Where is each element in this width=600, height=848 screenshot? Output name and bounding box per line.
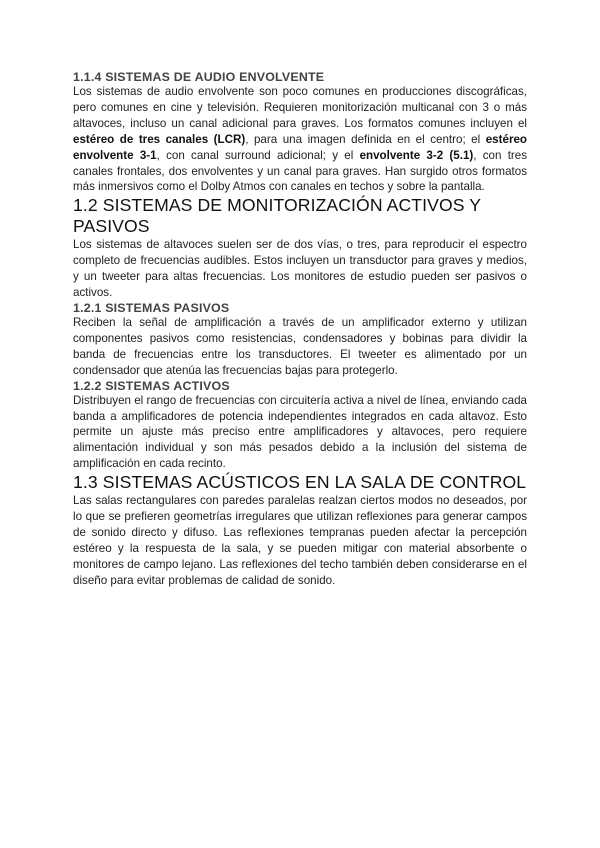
heading-1-2-2: 1.2.2 SISTEMAS ACTIVOS: [73, 378, 230, 393]
paragraph-monitoring-systems: Los sistemas de altavoces suelen ser de dos vías, o tres, para reproducir el espectro completo de frecuencias audibles. Estos incluyen un transductor para graves y medios, y un tweeter para altas frecuencias. Los monitores de estudio pueden ser pasivos o activos.: [73, 238, 527, 300]
bold-term-3-1: estéreo envolvente 3-1: [73, 132, 527, 162]
heading-1-2: 1.2 SISTEMAS DE MONITORIZACIÓN ACTIVOS Y PASIVOS: [73, 195, 481, 237]
text-run: , para una imagen definida en el centro; el: [245, 132, 486, 146]
paragraph-surround-systems: [73, 84, 527, 195]
document-page: [73, 70, 527, 589]
text-run: , con canal surround adicional; y el: [156, 148, 360, 162]
paragraph-active-systems: Distribuyen el rango de frecuencias con circuitería activa a nivel de línea, enviando cada banda a amplificadores de potencia independientes integrados en cada altavoz. Esto permite un ajuste más preciso entre amplificadores y altavoces, pero requiere alimentación individual y son más pesados debido a la inclusión del sistema de amplificación en cada recinto.: [73, 393, 527, 471]
text-run: , con tres canales frontales, dos envolventes y un canal para graves. Han surgido otros formatos más inmersivos como el Dolby Atmos con canales en techos y sobre la pantalla.: [73, 148, 528, 194]
paragraph-passive-systems: Reciben la señal de amplificación a través de un amplificador externo y utilizan componentes pasivos como resistencias, condensadores y bobinas para dividir la banda de frecuencias entre los transductores. El tweeter es alimentado por un condensador que atenúa las frecuencias bajas para protegerlo.: [73, 315, 527, 377]
text-run: Los sistemas de audio envolvente son poco comunes en producciones discográficas, pero comunes en cine y televisión. Requieren monitorización multicanal con 3 o más altavoces, incluso un canal adicional para graves. Los formatos comunes incluyen el: [73, 85, 527, 130]
bold-term-lcr: estéreo de tres canales (LCR): [73, 132, 246, 146]
heading-1-1-4: 1.1.4 SISTEMAS DE AUDIO ENVOLVENTE: [73, 70, 325, 84]
heading-1-2-1: 1.2.1 SISTEMAS PASIVOS: [73, 300, 230, 315]
bold-term-5-1: envolvente 3-2 (5.1): [359, 148, 474, 162]
heading-1-3: 1.3 SISTEMAS ACÚSTICOS EN LA SALA DE CONTROL: [73, 472, 527, 493]
paragraph-control-room-acoustics: Las salas rectangulares con paredes paralelas realzan ciertos modos no deseados, por lo que se prefieren geometrías irregulares que utilizan reflexiones para generar campos de sonido directo y difuso. Las reflexiones tempranas pueden afectar la percepción estéreo y la respuesta de la sala, y se pueden mitigar con material absorbente o monitores de campo lejano. Las reflexiones del techo también deben considerarse en el diseño para evitar problemas de calidad de sonido.: [73, 494, 527, 587]
